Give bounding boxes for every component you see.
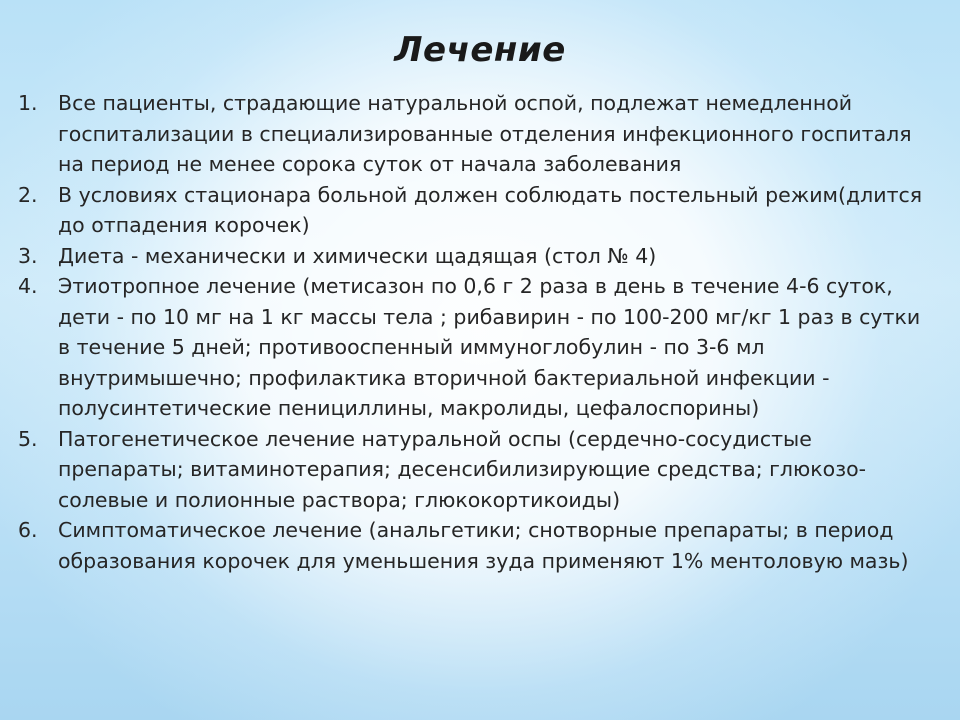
slide-title: Лечение	[394, 30, 566, 70]
list-item	[18, 88, 930, 180]
list-item	[18, 515, 930, 576]
list-item	[18, 271, 930, 424]
item-number: 2.	[18, 182, 38, 207]
item-text: В условиях стационара больной должен соблюдать постельный режим(длится до отпадения корочек)	[58, 182, 923, 237]
item-number: 4.	[18, 274, 38, 298]
item-text: Симптоматическое лечение (анальгетики; снотворные препараты; в период образования корочек для уменьшения зуда применяют 1% ментоловую мазь)	[58, 518, 909, 573]
item-number: 3.	[18, 243, 38, 268]
item-number: 5.	[18, 426, 38, 451]
treatment-list	[18, 88, 930, 576]
item-text: Диета - механически и химически щадящая (стол № 4)	[58, 243, 657, 268]
list-item	[18, 180, 930, 241]
item-text: Все пациенты, страдающие натуральной оспой, подлежат немедленной госпитализации в специализированные отделения инфекционного госпиталя на период не менее сорока суток от начала заболевания	[58, 91, 912, 176]
list-item	[18, 424, 930, 516]
item-text: Этиотропное лечение (метисазон по 0,6 г 2 раза в день в течение 4-6 суток, дети - по 10 мг на 1 кг массы тела ; рибавирин - по 100-200 мг/кг 1 раз в сутки в течение 5 дней; противооспенный иммуноглобулин - по 3-6 мл внутримышечно; профилактика вторичной бактериальной инфекции - полусинтетические пенициллины, макролиды, цефалоспорины)	[58, 274, 921, 420]
item-number: 6.	[18, 518, 38, 542]
item-text: Патогенетическое лечение натуральной оспы (сердечно-сосудистые препараты; витаминотерапия; десенсибилизирующие средства; глюкозо-солевые и полионные раствора; глюкокортикоиды)	[58, 426, 867, 512]
list-item	[18, 241, 930, 272]
item-number: 1.	[18, 91, 38, 115]
